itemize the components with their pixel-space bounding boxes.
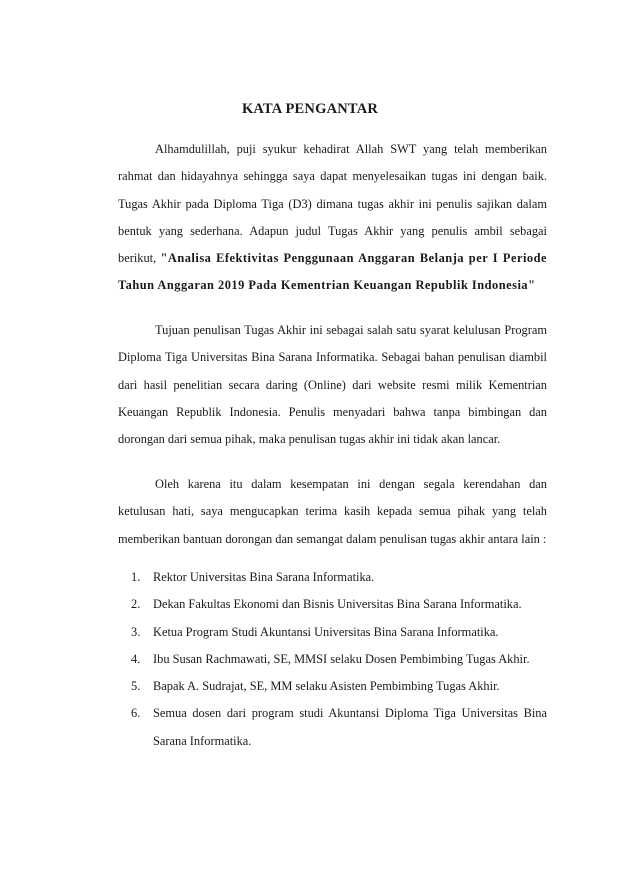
thesis-title-quote: "Analisa Efektivitas Penggunaan Anggaran Belanja per I Periode Tahun Anggaran 2019 Pada Kementrian Keuangan Republik Indonesia"	[118, 251, 547, 293]
list-item-text: Bapak A. Sudrajat, SE, MM selaku Asisten Pembimbing Tugas Akhir.	[153, 679, 500, 694]
paragraph-intro	[118, 136, 547, 300]
list-item-text: Ibu Susan Rachmawati, SE, MMSI selaku Dosen Pembimbing Tugas Akhir.	[153, 651, 530, 666]
list-item-number: 2.	[131, 597, 141, 612]
list-item-number: 1.	[131, 570, 141, 584]
page-title: KATA PENGANTAR	[241, 101, 379, 117]
list-item-number: 4.	[131, 651, 141, 666]
list-item	[131, 619, 547, 646]
acknowledgement-list	[131, 564, 547, 755]
list-item-number: 5.	[131, 679, 141, 694]
paragraph-purpose-text: Tujuan penulisan Tugas Akhir ini sebagai salah satu syarat kelulusan Program Diploma Tiga Universitas Bina Sarana Informatika. Sebagai bahan penulisan diambil dari hasil penelitian secara daring (Online) dari website resmi milik Kementrian Keuangan Republik Indonesia. Penulis menyadari bahwa tanpa bimbingan dan dorongan dari semua pihak, maka penulisan tugas akhir ini tidak akan lancar.	[118, 323, 547, 447]
list-item	[131, 591, 547, 618]
list-item-text: Rektor Universitas Bina Sarana Informatika.	[153, 570, 375, 584]
list-item	[131, 646, 547, 673]
list-item-number: 6.	[131, 706, 141, 721]
list-item-number: 3.	[131, 624, 141, 639]
list-item	[131, 700, 547, 755]
list-item-text: Ketua Program Studi Akuntansi Universitas Bina Sarana Informatika.	[153, 624, 499, 639]
list-item-text: Dekan Fakultas Ekonomi dan Bisnis Universitas Bina Sarana Informatika.	[153, 597, 522, 612]
list-item	[131, 673, 547, 700]
paragraph-thanks-text: Oleh karena itu dalam kesempatan ini dengan segala kerendahan dan ketulusan hati, saya mengucapkan terima kasih kepada semua pihak yang telah memberikan bantuan dorongan dan semangat dalam penulisan tugas akhir antara lain :	[118, 477, 547, 546]
paragraph-intro-text: Alhamdulillah, puji syukur kehadirat Allah SWT yang telah memberikan rahmat dan hidayahnya sehingga saya dapat menyelesaikan tugas ini dengan baik. Tugas Akhir pada Diploma Tiga (D3) dimana tugas akhir ini penulis sajikan dalam bentuk yang sederhana. Adapun judul Tugas Akhir yang penulis ambil sebagai berikut,	[118, 142, 547, 266]
paragraph-thanks	[118, 471, 547, 553]
list-item-text: Semua dosen dari program studi Akuntansi Diploma Tiga Universitas Bina Sarana Informatika.	[153, 706, 547, 748]
list-item	[131, 564, 547, 591]
paragraph-purpose	[118, 317, 547, 453]
